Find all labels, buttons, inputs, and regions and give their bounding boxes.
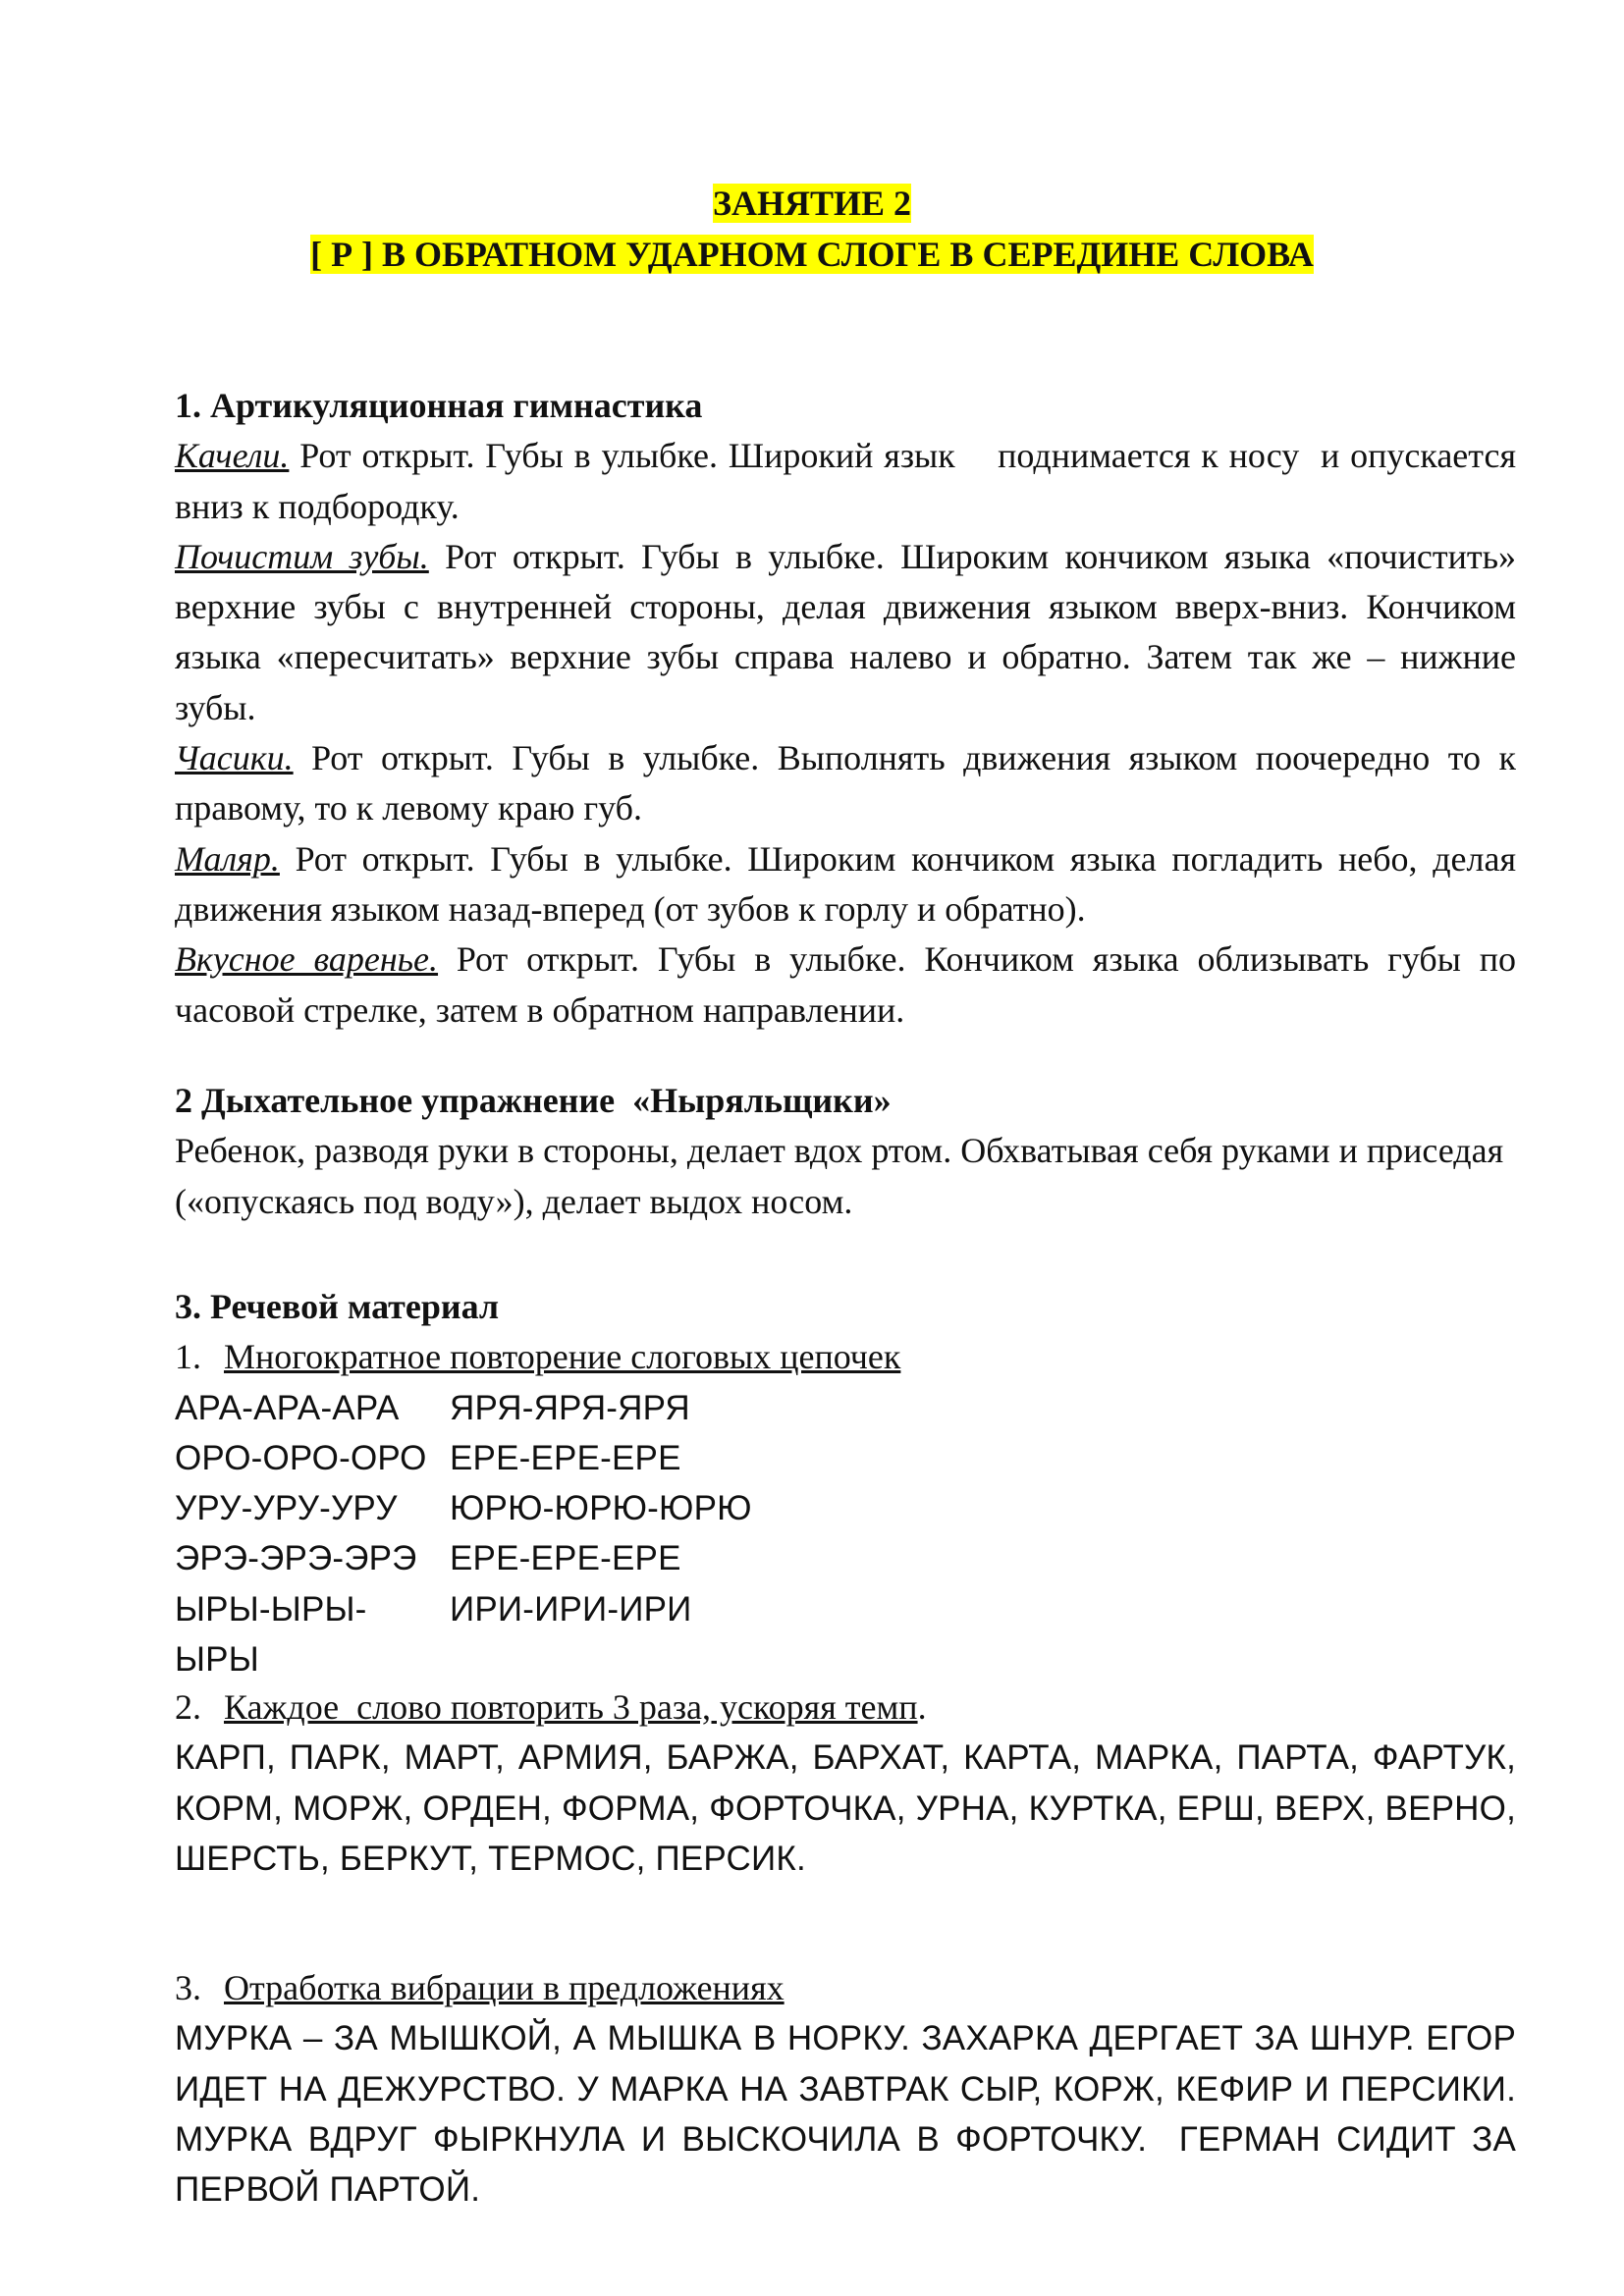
syllable-row: АРА-АРА-АРА ЯРЯ-ЯРЯ-ЯРЯ <box>175 1388 690 1427</box>
lesson-title: ЗАНЯТИЕ 2 <box>712 184 912 223</box>
exercise-name: Вкусное варенье. <box>175 939 439 980</box>
section-speech-material <box>175 1282 1516 1684</box>
exercise-paragraph <box>175 733 1516 834</box>
exercise-name: Маляр. <box>175 838 280 879</box>
syllable-row: ЫРЫ-ЫРЫ-ЫРЫ ИРИ-ИРИ-ИРИ <box>175 1589 692 1680</box>
exercise-text: Рот открыт. Губы в улыбке. Кончиком языка облизывать губы по часовой стрелке, затем в обратном направлении. <box>175 939 1516 1030</box>
subsection-title: 2. Каждое слово повторить 3 раза, ускоряя темп. <box>175 1687 927 1727</box>
syllable-row: УРУ-УРУ-УРУ ЮРЮ-ЮРЮ-ЮРЮ <box>175 1489 752 1528</box>
section-articulation <box>175 381 1525 1036</box>
exercise-paragraph <box>175 834 1516 935</box>
exercise-text: Рот открыт. Губы в улыбке. Выполнять движения языком поочередно то к правому, то к левому краю губ. <box>175 738 1516 828</box>
exercise-paragraph <box>175 934 1516 1036</box>
section-heading: 2 Дыхательное упражнение «Ныряльщики» <box>175 1081 892 1120</box>
syllable-row: ЭРЭ-ЭРЭ-ЭРЭ ЕРЕ-ЕРЕ-ЕРЕ <box>175 1539 681 1578</box>
word-list: КАРП, ПАРК, МАРТ, АРМИЯ, БАРЖА, БАРХАТ, КАРТА, МАРКА, ПАРТА, ФАРТУК, КОРМ, МОРЖ, ОРДЕН, ФОРМА, ФОРТОЧКА, УРНА, КУРТКА, ЕРШ, ВЕРХ, ВЕРНО, ШЕРСТЬ, БЕРКУТ, ТЕРМОС, ПЕРСИК. <box>175 1738 1516 1878</box>
section-breathing <box>175 1076 1516 1227</box>
exercise-paragraph <box>175 532 1516 733</box>
exercise-name: Часики. <box>175 738 294 778</box>
exercise-text: Рот открыт. Губы в улыбке. Широкий язык поднимается к носу и опускается вниз к подбородку. <box>175 436 1525 526</box>
subsection-title: 1. Многократное повторение слоговых цепочек <box>175 1337 901 1377</box>
exercise-name: Почистим зубы. <box>175 536 429 576</box>
section-heading: 3. Речевой материал <box>175 1287 500 1326</box>
exercise-paragraph <box>175 431 1525 532</box>
exercise-text: Рот открыт. Губы в улыбке. Широким кончиком языка «почистить» верхние зубы с внутренней стороны, делая движения языком вверх-вниз. Кончиком языка «пересчитать» верхние зубы справа налево и обратно. Затем так же – нижние зубы. <box>175 536 1516 727</box>
syllable-row: ОРО-ОРО-ОРО ЕРЕ-ЕРЕ-ЕРЕ <box>175 1438 681 1477</box>
word-repetition <box>175 1682 1516 1884</box>
subsection-title: 3. Отработка вибрации в предложениях <box>175 1968 785 2007</box>
exercise-text: Рот открыт. Губы в улыбке. Широким кончиком языка погладить небо, делая движения языком назад-вперед (от зубов к горлу и обратно). <box>175 838 1516 929</box>
sentence-text: МУРКА – ЗА МЫШКОЙ, А МЫШКА В НОРКУ. ЗАХАРКА ДЕРГАЕТ ЗА ШНУР. ЕГОР ИДЕТ НА ДЕЖУРСТВО. У МАРКА НА ЗАВТРАК СЫР, КОРЖ, КЕФИР И ПЕРСИКИ. МУРКА ВДРУГ ФЫРКНУЛА И ВЫСКОЧИЛА В ФОРТОЧКУ. ГЕРМАН СИДИТ ЗА ПЕРВОЙ ПАРТОЙ. <box>175 2019 1526 2210</box>
section-heading: 1. Артикуляционная гимнастика <box>175 386 703 425</box>
syllable-table <box>175 1383 1516 1685</box>
sentence-practice <box>175 1963 1526 2215</box>
breathing-text: Ребенок, разводя руки в стороны, делает вдох ртом. Обхватывая себя руками и приседая («опускаясь под воду»), делает выдох носом. <box>175 1131 1504 1221</box>
lesson-subtitle: [ Р ] В ОБРАТНОМ УДАРНОМ СЛОГЕ В СЕРЕДИНЕ СЛОВА <box>310 235 1314 274</box>
exercise-name: Качели. <box>175 436 290 476</box>
